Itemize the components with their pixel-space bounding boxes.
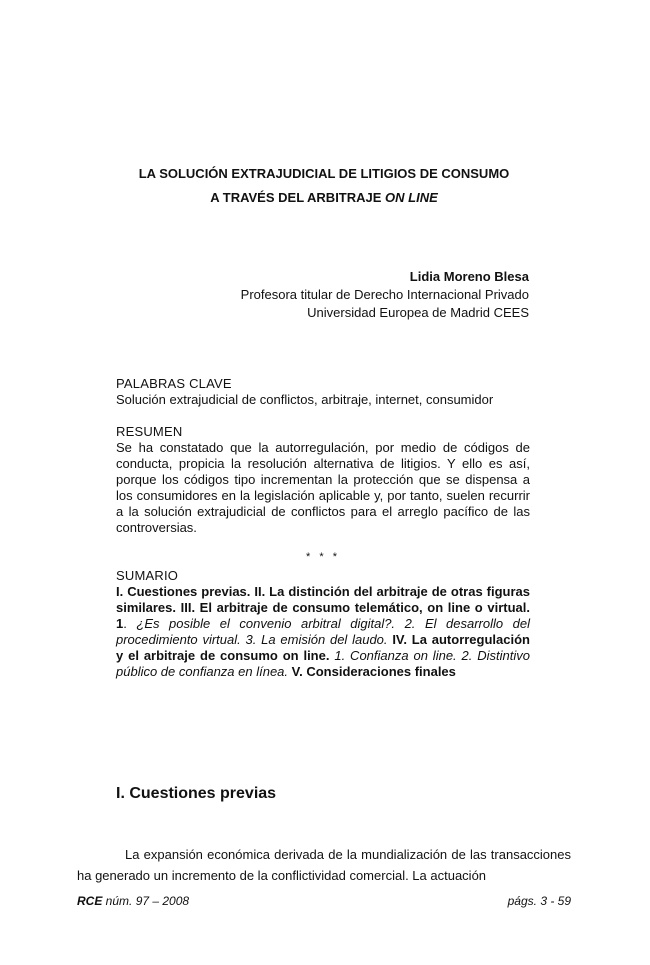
author-name: Lidia Moreno Blesa (409, 269, 529, 284)
abstract-section (116, 424, 530, 536)
footer-citation (77, 894, 189, 908)
footer-journal: RCE (77, 894, 103, 908)
summary-part: I. Cuestiones previas. II. La distinción del arbitraje de otras figuras similares. III. El arbitraje de consumo telemático, on line o virtual. 1 (116, 584, 530, 631)
keywords-text: Solución extrajudicial de conflictos, arbitraje, internet, consumidor (116, 392, 494, 407)
section-separator: * * * (306, 551, 340, 563)
footer-pages: págs. 3 - 59 (507, 894, 571, 908)
summary-part: ¿Es posible el convenio arbitral digital?. 2. El desarrollo del procedimiento virtual. 3. La emisión del laudo. (116, 616, 530, 647)
section-heading: I. Cuestiones previas (116, 785, 277, 802)
summary-part: IV. La autorregulación y el arbitraje de consumo on line. (116, 632, 530, 663)
title-line-2-italic: ON LINE (385, 190, 438, 205)
body-paragraph-text: La expansión económica derivada de la mundialización de las transacciones ha generado un incremento de la conflictividad comercial. La actuación (77, 847, 571, 883)
author-block (241, 268, 529, 322)
summary-part: . (123, 616, 137, 631)
abstract-heading: RESUMEN (116, 424, 183, 439)
body-paragraph (77, 844, 571, 886)
page-footer (77, 894, 571, 908)
title-line-1: LA SOLUCIÓN EXTRAJUDICIAL DE LITIGIOS DE CONSUMO (138, 166, 510, 181)
abstract-text: Se ha constatado que la autorregulación, por medio de códigos de conducta, propicia la resolución alternativa de litigios. Y ello es así, porque los códigos tipo incrementan la protección que se dispensa a los consumidores en la legislación aplicable y, por tanto, suelen recurrir a la solución extrajudicial de conflictos para el arreglo pacífico de las controversias. (116, 440, 530, 535)
author-affiliation: Universidad Europea de Madrid CEES (307, 305, 529, 320)
summary-section (116, 568, 530, 680)
article-title (60, 162, 588, 210)
summary-part: V. Consideraciones finales (291, 664, 456, 679)
summary-text (116, 584, 530, 680)
summary-heading: SUMARIO (116, 568, 179, 583)
keywords-heading: PALABRAS CLAVE (116, 376, 232, 391)
title-line-2-text: A TRAVÉS DEL ARBITRAJE (210, 190, 386, 205)
title-line-2 (60, 186, 588, 210)
author-position: Profesora titular de Derecho Internacional Privado (240, 287, 529, 302)
footer-issue: núm. 97 – 2008 (102, 894, 190, 908)
summary-part: 1. Confianza on line. 2. Distintivo público de confianza en línea. (116, 648, 530, 679)
keywords-section (116, 376, 530, 408)
